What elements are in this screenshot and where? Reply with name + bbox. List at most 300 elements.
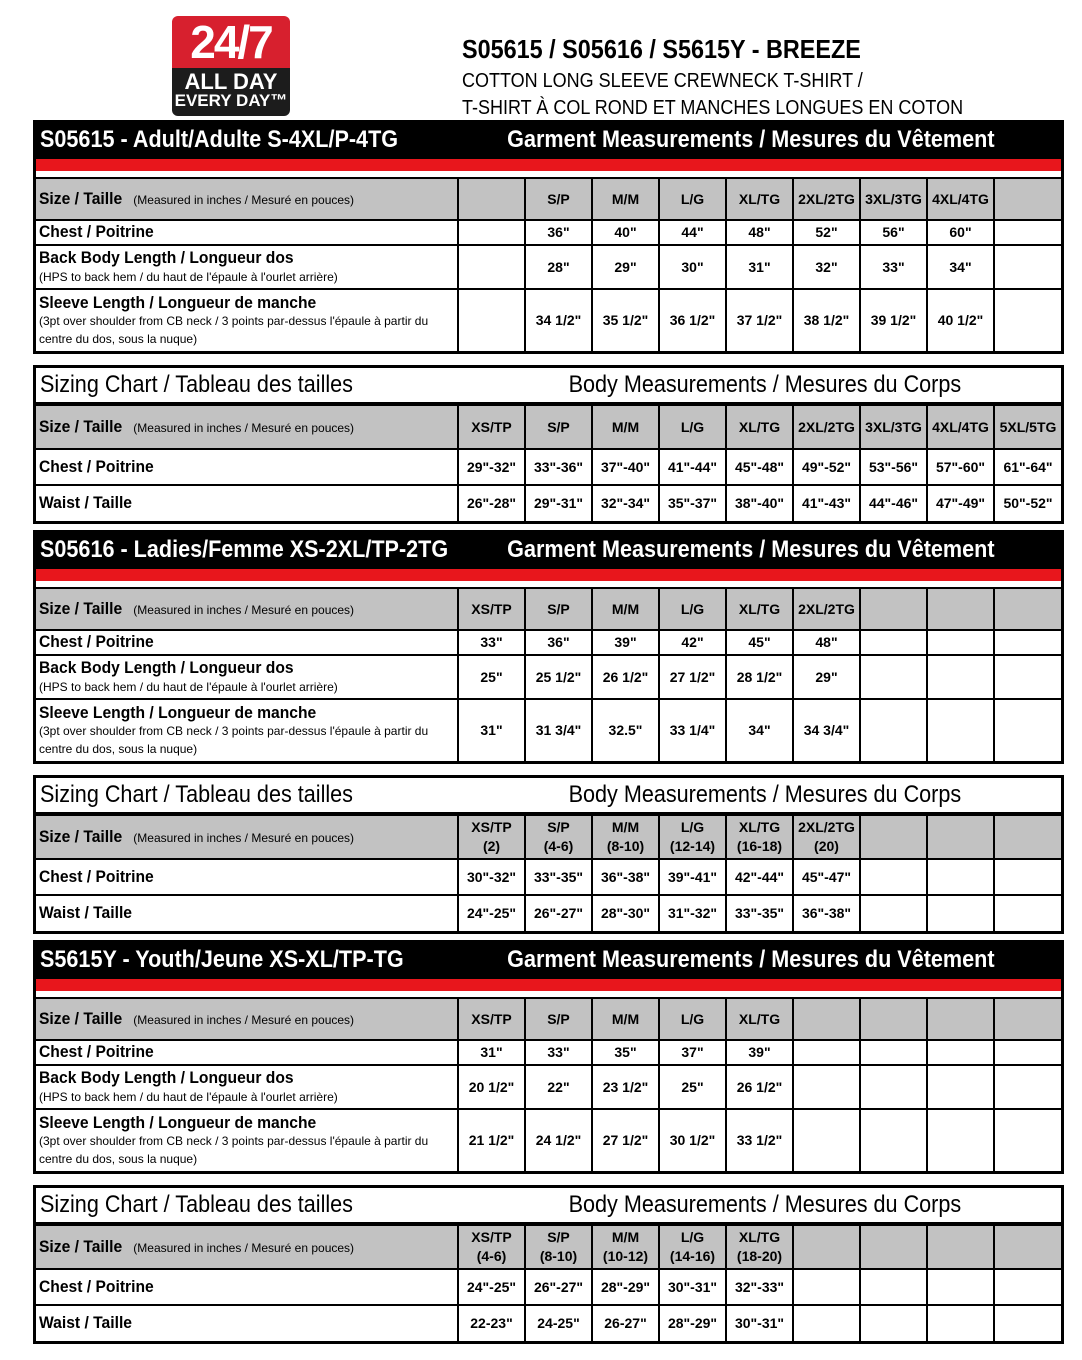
cell-value: 4XL/4TG — [932, 418, 989, 435]
size-cell — [458, 655, 525, 699]
chest-label: Chest / Poitrine — [39, 1042, 154, 1062]
waist-label: Waist / Taille — [39, 903, 133, 923]
size-cell — [726, 815, 793, 859]
cell-value: 25 1/2" — [535, 668, 582, 685]
size-cell — [659, 1305, 726, 1341]
cell-value: L/G — [680, 1229, 705, 1246]
size-cell — [927, 815, 994, 859]
size-cell — [793, 1065, 860, 1109]
size-label-cell — [36, 815, 458, 859]
back-length-row — [36, 245, 1061, 289]
size-cell — [994, 1109, 1061, 1171]
red-divider — [36, 979, 1061, 991]
chest-label: Chest / Poitrine — [39, 866, 154, 886]
product-title: S5615Y - Youth/Jeune XS-XL/TP-TG — [40, 946, 404, 973]
body-measurements-title: Body Measurements / Mesures du Corps — [568, 371, 961, 398]
cell-value-range: (12-14) — [669, 838, 716, 854]
cell-value: 31" — [748, 258, 771, 275]
size-label-cell — [36, 588, 458, 630]
cell-value: 2XL/2TG — [798, 819, 855, 836]
size-cell — [525, 998, 592, 1040]
size-cell — [860, 895, 927, 931]
waist-label: Waist / Taille — [39, 493, 133, 513]
red-divider — [36, 569, 1061, 581]
size-cell — [994, 220, 1061, 245]
sizing-chart-title: Sizing Chart / Tableau des tailles — [40, 1191, 353, 1218]
cell-value: 31" — [480, 1044, 503, 1061]
size-cell — [659, 895, 726, 931]
size-cell — [726, 1065, 793, 1109]
size-cell — [659, 178, 726, 220]
cell-value: 25" — [681, 1078, 704, 1095]
size-cell — [994, 405, 1061, 449]
size-cell — [726, 699, 793, 761]
product-title: S05615 - Adult/Adulte S-4XL/P-4TG — [40, 126, 399, 153]
cell-value: L/G — [680, 819, 705, 836]
size-cell — [592, 815, 659, 859]
size-cell — [458, 998, 525, 1040]
size-cell — [659, 220, 726, 245]
size-cell — [458, 449, 525, 485]
size-cell — [726, 220, 793, 245]
size-cell — [860, 1065, 927, 1109]
cell-value: 2XL/2TG — [798, 190, 855, 207]
size-cell — [793, 1225, 860, 1269]
cell-value: 48" — [748, 224, 771, 241]
cell-value: 49"-52" — [801, 458, 852, 475]
chest-row — [36, 1269, 1061, 1305]
size-cell — [525, 449, 592, 485]
document-subtitle-en: COTTON LONG SLEEVE CREWNECK T-SHIRT / — [462, 70, 863, 92]
cell-value: 22" — [547, 1078, 570, 1095]
cell-value: 45" — [748, 634, 771, 651]
size-label: Size / Taille — [39, 826, 123, 846]
back-length-note: (HPS to back hem / du haut de l'épaule à l'ourlet arrière) — [39, 679, 338, 694]
size-cell — [994, 859, 1061, 895]
cell-value: XL/TG — [738, 190, 781, 207]
cell-value: 42"-44" — [734, 868, 785, 885]
chest-row — [36, 449, 1061, 485]
chest-label: Chest / Poitrine — [39, 222, 154, 242]
size-cell — [659, 1269, 726, 1305]
size-label: Size / Taille — [39, 1236, 123, 1256]
size-cell — [927, 588, 994, 630]
document-title: S05615 / S05616 / S5615Y - BREEZE — [462, 34, 861, 64]
size-cell — [994, 449, 1061, 485]
size-note: (Measured in inches / Mesuré en pouces) — [133, 420, 355, 435]
size-cell — [860, 289, 927, 351]
cell-value: XS/TP — [471, 1229, 512, 1246]
chest-label-cell — [36, 220, 458, 245]
size-label: Size / Taille — [39, 416, 123, 436]
size-cell — [793, 178, 860, 220]
size-note: (Measured in inches / Mesuré en pouces) — [133, 1240, 355, 1255]
size-cell — [458, 1040, 525, 1065]
size-cell — [927, 895, 994, 931]
chest-label-cell — [36, 449, 458, 485]
sleeve-length-row — [36, 289, 1061, 351]
cell-value: 32"-33" — [734, 1278, 785, 1295]
sleeve-length-row — [36, 1109, 1061, 1171]
cell-value: XS/TP — [471, 418, 512, 435]
size-cell — [659, 1040, 726, 1065]
size-cell — [659, 485, 726, 521]
cell-value: 45"-48" — [734, 458, 785, 475]
cell-value-range: (20) — [814, 838, 839, 854]
cell-value-range: (4-6) — [476, 1248, 507, 1264]
cell-value: 31 3/4" — [535, 722, 582, 739]
cell-value-range: (8-10) — [606, 838, 645, 854]
size-cell — [994, 699, 1061, 761]
cell-value: 33"-36" — [533, 458, 584, 475]
cell-value: 30"-31" — [734, 1315, 785, 1332]
cell-value: 23 1/2" — [602, 1078, 649, 1095]
cell-value: 24-25" — [537, 1315, 580, 1332]
cell-value: 35" — [614, 1044, 637, 1061]
body-measurements-title: Body Measurements / Mesures du Corps — [568, 1191, 961, 1218]
size-cell — [592, 449, 659, 485]
cell-value: M/M — [611, 1229, 640, 1246]
cell-value-range: (18-20) — [736, 1248, 783, 1264]
garment-table — [33, 120, 1064, 354]
cell-value: 2XL/2TG — [798, 418, 855, 435]
size-cell — [525, 1225, 592, 1269]
size-cell — [525, 895, 592, 931]
size-cell — [860, 815, 927, 859]
cell-value: M/M — [611, 819, 640, 836]
size-cell — [458, 485, 525, 521]
cell-value: 33" — [882, 258, 905, 275]
sleeve-length-note: centre du dos, sous la nuque) — [39, 1151, 198, 1166]
size-cell — [927, 405, 994, 449]
cell-value: 44"-46" — [868, 495, 919, 512]
size-cell — [525, 588, 592, 630]
size-cell — [592, 1040, 659, 1065]
garment-measurements-title: Garment Measurements / Mesures du Vêtement — [507, 946, 995, 973]
size-cell — [726, 289, 793, 351]
size-cell — [726, 245, 793, 289]
red-divider — [36, 159, 1061, 171]
cell-value: 33 1/2" — [736, 1132, 783, 1149]
cell-value: 26 1/2" — [736, 1078, 783, 1095]
size-row — [36, 405, 1061, 449]
size-cell — [860, 1109, 927, 1171]
garment-measurements-title: Garment Measurements / Mesures du Vêtement — [507, 126, 995, 153]
waist-label-cell — [36, 1305, 458, 1341]
size-cell — [458, 289, 525, 351]
cell-value: 33 1/4" — [669, 722, 716, 739]
cell-value: 39" — [748, 1044, 771, 1061]
size-cell — [659, 1225, 726, 1269]
size-note: (Measured in inches / Mesuré en pouces) — [133, 830, 355, 845]
cell-value: 28" — [547, 258, 570, 275]
size-cell — [458, 405, 525, 449]
size-note: (Measured in inches / Mesuré en pouces) — [133, 602, 355, 617]
cell-value: XL/TG — [738, 600, 781, 617]
cell-value: 37" — [681, 1044, 704, 1061]
size-cell — [994, 1065, 1061, 1109]
cell-value: 20 1/2" — [468, 1078, 515, 1095]
cell-value: 28"-29" — [600, 1278, 651, 1295]
measurement-table — [36, 404, 1061, 521]
cell-value: 36"-38" — [801, 905, 852, 922]
size-cell — [927, 859, 994, 895]
size-cell — [592, 1305, 659, 1341]
size-cell — [525, 699, 592, 761]
back-length-row — [36, 655, 1061, 699]
back-length-label: Back Body Length / Longueur dos — [39, 658, 294, 678]
sleeve-length-note: (3pt over shoulder from CB neck / 3 points par-dessus l'épaule à partir du — [39, 1134, 429, 1149]
cell-value: S/P — [547, 190, 570, 207]
size-cell — [994, 485, 1061, 521]
cell-value: 34" — [949, 258, 972, 275]
size-cell — [860, 699, 927, 761]
size-cell — [793, 1109, 860, 1171]
sleeve-length-note: centre du dos, sous la nuque) — [39, 331, 198, 346]
cell-value: L/G — [680, 1010, 705, 1027]
size-cell — [458, 1225, 525, 1269]
garment-table — [33, 940, 1064, 1174]
size-cell — [927, 178, 994, 220]
cell-value: 26"-27" — [533, 1278, 584, 1295]
size-cell — [458, 815, 525, 859]
back-length-label-cell — [36, 245, 458, 289]
cell-value: 22-23" — [470, 1315, 513, 1332]
size-cell — [927, 1269, 994, 1305]
chest-label: Chest / Poitrine — [39, 1276, 154, 1296]
size-cell — [458, 178, 525, 220]
size-label-cell — [36, 405, 458, 449]
size-cell — [525, 1065, 592, 1109]
size-cell — [927, 998, 994, 1040]
cell-value: 33" — [480, 634, 503, 651]
sleeve-length-label: Sleeve Length / Longueur de manche — [39, 292, 317, 312]
cell-value: 36" — [547, 224, 570, 241]
size-cell — [592, 1225, 659, 1269]
sizing-chart-title: Sizing Chart / Tableau des tailles — [40, 781, 353, 808]
size-cell — [458, 630, 525, 655]
body-sizing-table — [33, 365, 1064, 524]
size-cell — [994, 815, 1061, 859]
cell-value: 34 1/2" — [535, 312, 582, 329]
size-cell — [592, 1109, 659, 1171]
size-label-cell — [36, 998, 458, 1040]
size-cell — [994, 895, 1061, 931]
size-cell — [659, 1109, 726, 1171]
cell-value: S/P — [547, 819, 570, 836]
cell-value-range: (10-12) — [602, 1248, 649, 1264]
size-cell — [659, 630, 726, 655]
cell-value: 2XL/2TG — [798, 600, 855, 617]
size-cell — [793, 1040, 860, 1065]
cell-value: 41"-43" — [801, 495, 852, 512]
back-length-label-cell — [36, 1065, 458, 1109]
measurement-table — [36, 587, 1061, 761]
garment-measurements-title: Garment Measurements / Mesures du Vêtement — [507, 536, 995, 563]
table-title-bar — [36, 778, 1061, 814]
chest-row — [36, 1040, 1061, 1065]
cell-value: M/M — [611, 190, 640, 207]
size-cell — [458, 1269, 525, 1305]
size-cell — [793, 449, 860, 485]
size-cell — [659, 815, 726, 859]
size-cell — [793, 998, 860, 1040]
size-cell — [927, 1065, 994, 1109]
measurement-table — [36, 814, 1061, 931]
size-cell — [525, 1109, 592, 1171]
body-measurements-title: Body Measurements / Mesures du Corps — [568, 781, 961, 808]
size-cell — [592, 630, 659, 655]
size-cell — [860, 178, 927, 220]
size-cell — [994, 588, 1061, 630]
waist-row — [36, 485, 1061, 521]
size-cell — [592, 220, 659, 245]
size-cell — [994, 289, 1061, 351]
size-label-cell — [36, 178, 458, 220]
size-cell — [458, 588, 525, 630]
size-label: Size / Taille — [39, 188, 123, 208]
cell-value: 39 1/2" — [870, 312, 917, 329]
cell-value: XS/TP — [471, 1010, 512, 1027]
cell-value: XS/TP — [471, 600, 512, 617]
size-cell — [793, 630, 860, 655]
size-cell — [793, 588, 860, 630]
cell-value: L/G — [680, 600, 705, 617]
size-cell — [458, 220, 525, 245]
size-cell — [592, 998, 659, 1040]
size-cell — [458, 1305, 525, 1341]
cell-value: 36 1/2" — [669, 312, 716, 329]
size-cell — [525, 1305, 592, 1341]
cell-value: S/P — [547, 1010, 570, 1027]
size-cell — [726, 655, 793, 699]
waist-label: Waist / Taille — [39, 1313, 133, 1333]
cell-value: 60" — [949, 224, 972, 241]
waist-label-cell — [36, 895, 458, 931]
size-cell — [726, 998, 793, 1040]
cell-value-range: (8-10) — [539, 1248, 578, 1264]
size-cell — [726, 895, 793, 931]
size-cell — [659, 405, 726, 449]
size-cell — [927, 699, 994, 761]
back-length-label: Back Body Length / Longueur dos — [39, 1068, 294, 1088]
size-cell — [860, 859, 927, 895]
size-cell — [927, 630, 994, 655]
cell-value: 39" — [614, 634, 637, 651]
cell-value: 26"-27" — [533, 905, 584, 922]
size-cell — [659, 449, 726, 485]
logo-all-day: ALL DAY — [184, 69, 278, 94]
size-cell — [726, 1269, 793, 1305]
size-cell — [927, 1040, 994, 1065]
size-cell — [726, 859, 793, 895]
size-cell — [726, 485, 793, 521]
size-cell — [525, 655, 592, 699]
cell-value: L/G — [680, 190, 705, 207]
cell-value: 34 3/4" — [803, 722, 850, 739]
size-cell — [927, 245, 994, 289]
measurement-table — [36, 997, 1061, 1171]
size-cell — [726, 1305, 793, 1341]
cell-value: 3XL/3TG — [865, 190, 922, 207]
size-cell — [525, 630, 592, 655]
cell-value: 61"-64" — [1003, 458, 1053, 475]
cell-value: 32"-34" — [600, 495, 651, 512]
chest-row — [36, 630, 1061, 655]
cell-value: 28 1/2" — [736, 668, 783, 685]
back-length-label: Back Body Length / Longueur dos — [39, 248, 294, 268]
cell-value: 48" — [815, 634, 838, 651]
cell-value: 3XL/3TG — [865, 418, 922, 435]
size-cell — [592, 699, 659, 761]
sleeve-length-label-cell — [36, 289, 458, 351]
size-cell — [659, 289, 726, 351]
size-cell — [860, 449, 927, 485]
waist-row — [36, 1305, 1061, 1341]
cell-value: XS/TP — [471, 819, 512, 836]
size-cell — [793, 220, 860, 245]
cell-value: 24 1/2" — [535, 1132, 582, 1149]
size-cell — [994, 1225, 1061, 1269]
cell-value: 50"-52" — [1003, 495, 1053, 512]
size-cell — [458, 1109, 525, 1171]
chest-label-cell — [36, 630, 458, 655]
size-cell — [592, 588, 659, 630]
chest-row — [36, 220, 1061, 245]
sleeve-length-row — [36, 699, 1061, 761]
size-row — [36, 588, 1061, 630]
size-cell — [592, 485, 659, 521]
measurement-table — [36, 1224, 1061, 1341]
cell-value: 31" — [480, 722, 503, 739]
size-label: Size / Taille — [39, 1008, 123, 1028]
size-cell — [793, 895, 860, 931]
cell-value: L/G — [680, 418, 705, 435]
size-cell — [659, 588, 726, 630]
cell-value: S/P — [547, 600, 570, 617]
size-cell — [994, 655, 1061, 699]
body-sizing-table — [33, 775, 1064, 934]
cell-value: 30"-31" — [667, 1278, 718, 1295]
size-cell — [793, 245, 860, 289]
table-title-bar — [36, 123, 1061, 159]
back-length-note: (HPS to back hem / du haut de l'épaule à l'ourlet arrière) — [39, 1089, 338, 1104]
cell-value: 45"-47" — [801, 868, 852, 885]
cell-value: S/P — [547, 1229, 570, 1246]
size-cell — [525, 405, 592, 449]
document-subtitle-fr: T-SHIRT À COL ROND ET MANCHES LONGUES EN COTON — [462, 97, 964, 119]
size-label-cell — [36, 1225, 458, 1269]
size-cell — [458, 245, 525, 289]
size-cell — [793, 289, 860, 351]
cell-value: 38"-40" — [734, 495, 785, 512]
size-cell — [994, 1040, 1061, 1065]
cell-value: 41"-44" — [667, 458, 718, 475]
cell-value-range: (2) — [482, 838, 501, 854]
size-cell — [994, 998, 1061, 1040]
size-cell — [592, 289, 659, 351]
size-cell — [458, 895, 525, 931]
size-cell — [726, 1040, 793, 1065]
size-cell — [860, 1040, 927, 1065]
cell-value: 27 1/2" — [602, 1132, 649, 1149]
cell-value: M/M — [611, 600, 640, 617]
size-cell — [860, 655, 927, 699]
cell-value: 39"-41" — [667, 868, 718, 885]
size-cell — [592, 1269, 659, 1305]
size-cell — [659, 859, 726, 895]
size-row — [36, 1225, 1061, 1269]
